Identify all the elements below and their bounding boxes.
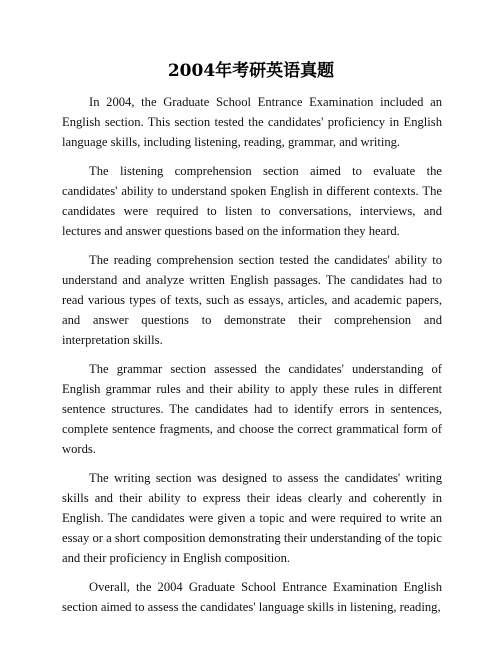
paragraph-intro: In 2004, the Graduate School Entrance Examination included an English section. This section tested the candidates' proficiency in English language skills, including listening, reading, grammar, and writing. (62, 95, 442, 149)
paragraph-overall: Overall, the 2004 Graduate School Entrance Examination English section aimed to assess the candidates' language skills in listening, reading, (62, 580, 442, 614)
paragraph-writing: The writing section was designed to assess the candidates' writing skills and their ability to express their ideas clearly and coherently in English. The candidates were given a topic and were required to write an essay or a short composition demonstrating their understanding of the topic and their proficiency in English composition. (62, 471, 442, 565)
paragraph-listening: The listening comprehension section aimed to evaluate the candidates' ability to understand spoken English in different contexts. The candidates were required to listen to conversations, interviews, and lectures and answer questions based on the information they heard. (62, 164, 442, 238)
document-title: 2004年考研英语真题 (167, 61, 335, 81)
paragraph-grammar: The grammar section assessed the candidates' understanding of English grammar rules and their ability to apply these rules in different sentence structures. The candidates had to identify errors in sentences, complete sentence fragments, and choose the correct grammatical form of words. (62, 362, 442, 456)
paragraph-reading: The reading comprehension section tested the candidates' ability to understand and analyze written English passages. The candidates had to read various types of texts, such as essays, articles, and academic papers, and answer questions to demonstrate their comprehension and interpretation skills. (62, 253, 442, 347)
document-body (62, 92, 442, 626)
